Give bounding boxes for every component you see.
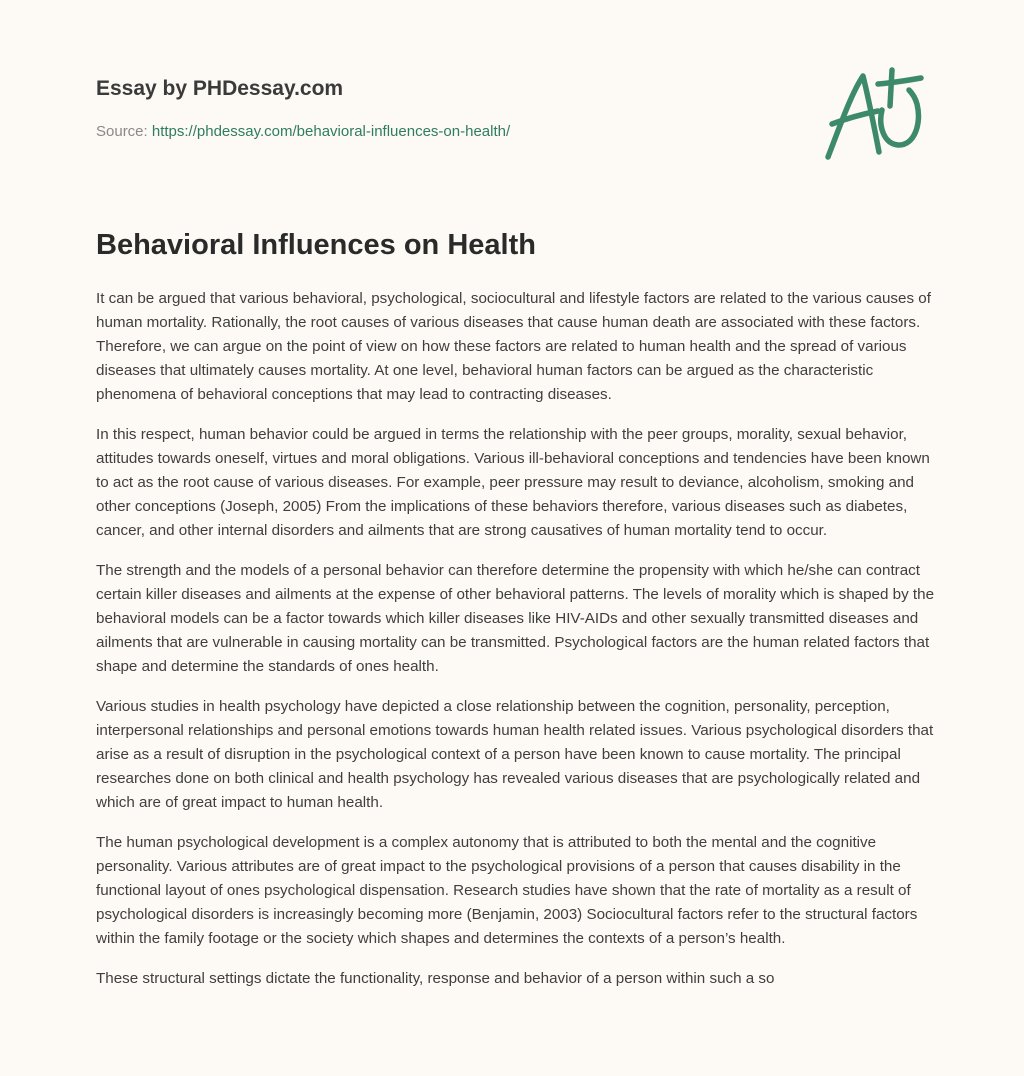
a-plus-grade-icon xyxy=(818,66,930,166)
article-paragraph: The strength and the models of a personal behavior can therefore determine the propensity with which he/she can contract certain killer diseases and ailments at the expense of other behavioral patterns. The levels of morality which is shaped by the behavioral models can be a factor towards which killer diseases like HIV-AIDs and other sexually transmitted diseases and ailments that are vulnerable in causing mortality can be transmitted. Psychological factors are the human related factors that shape and determine the standards of ones health. xyxy=(96,562,935,675)
page-header xyxy=(96,74,796,142)
site-brand: Essay by PHDessay.com xyxy=(96,77,344,100)
article-paragraph: The human psychological development is a complex autonomy that is attributed to both the mental and the cognitive personality. Various attributes are of great impact to the psychological provisions of a person that causes disability in the functional layout of ones psychological dispensation. Research studies have shown that the rate of mortality as a result of psychological disorders is increasingly becoming more (Benjamin, 2003) Sociocultural factors refer to the structural factors within the family footage or the society which shapes and determines the contexts of a person’s health. xyxy=(96,834,918,947)
article-paragraph: These structural settings dictate the functionality, response and behavior of a person within such a so xyxy=(96,970,775,987)
article-paragraph: In this respect, human behavior could be argued in terms the relationship with the peer groups, morality, sexual behavior, attitudes towards oneself, virtues and moral obligations. Various ill-behavioral conceptions and tendencies have been known to act as the root cause of various diseases. For example, peer pressure may result to deviance, alcoholism, smoking and other conceptions (Joseph, 2005) From the implications of these behaviors therefore, various diseases such as diabetes, cancer, and other internal disorders and ailments that are strong causatives of human mortality tend to occur. xyxy=(96,426,930,539)
article-paragraph: Various studies in health psychology have depicted a close relationship between the cognition, personality, perception, interpersonal relationships and personal emotions towards human health related issues. Various psychological disorders that arise as a result of disruption in the psychological context of a person have been known to cause mortality. The principal researches done on both clinical and health psychology has revealed various diseases that are psychologically related and which are of great impact to human health. xyxy=(96,698,934,811)
source-label: Source: xyxy=(96,123,152,140)
source-link[interactable]: https://phdessay.com/behavioral-influences-on-health/ xyxy=(151,123,511,140)
article-paragraph: It can be argued that various behavioral, psychological, sociocultural and lifestyle factors are related to the various causes of human mortality. Rationally, the root causes of various diseases that cause human death are associated with these factors. Therefore, we can argue on the point of view on how these factors are related to human health and the spread of various diseases that ultimately causes mortality. At one level, behavioral human factors can be argued as the characteristic phenomena of behavioral conceptions that may lead to contracting diseases. xyxy=(96,290,931,403)
article-title: Behavioral Influences on Health xyxy=(96,229,536,261)
source-line xyxy=(96,122,796,142)
article xyxy=(96,226,936,1007)
